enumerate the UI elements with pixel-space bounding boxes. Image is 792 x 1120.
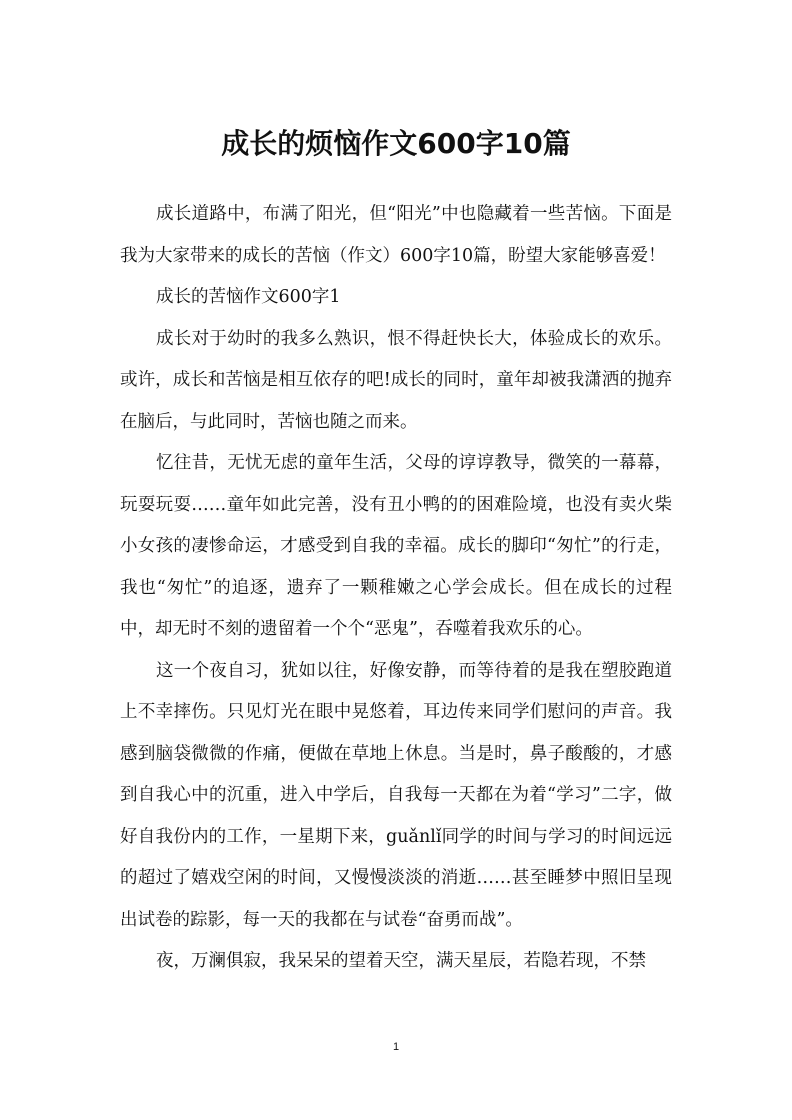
page-number: 1 (392, 1041, 400, 1053)
body-paragraph: 成长对于幼时的我多么熟识，恨不得赶快长大，体验成长的欢乐。或许，成长和苦恼是相互依存的吧!成长的同时，童年却被我潇洒的抛弃在脑后，与此同时，苦恼也随之而来。 (120, 328, 672, 432)
body-paragraph: 夜，万澜俱寂，我呆呆的望着天空，满天星辰，若隐若现，不禁 (156, 951, 646, 971)
essay-heading: 成长的苦恼作文600字1 (156, 287, 341, 307)
body-paragraph: 这一个夜自习，犹如以往，好像安静，而等待着的是我在塑胶跑道上不幸摔伤。只见灯光在眼中晃悠着，耳边传来同学们慰问的声音。我感到脑袋微微的作痛，便做在草地上休息。当是时，鼻子酸酸的，才感到自我心中的沉重，进入中学后，自我每一天都在为着“学习”二字，做好自我份内的工作，一星期下来，guǎnlǐ同学的时间与学习的时间远远的超过了嬉戏空闲的时间，又慢慢淡淡的消逝……甚至睡梦中照旧呈现出试卷的踪影，每一天的我都在与试卷“奋勇而战”。 (120, 660, 672, 930)
document-body (120, 194, 672, 983)
intro-paragraph: 成长道路中，布满了阳光，但“阳光”中也隐藏着一些苦恼。下面是我为大家带来的成长的苦恼（作文）600字10篇，盼望大家能够喜爱！ (120, 204, 672, 266)
document-title: 成长的烦恼作文600字10篇 (221, 127, 571, 160)
body-paragraph: 忆往昔，无忧无虑的童年生活，父母的谆谆教导，微笑的一幕幕，玩耍玩耍……童年如此完善，没有丑小鸭的的困难险境，也没有卖火柴小女孩的凄惨命运，才感受到自我的幸福。成长的脚印“匆忙”的行走，我也“匆忙”的追逐，遗弃了一颗稚嫩之心学会成长。但在成长的过程中，却无时不刻的遗留着一个个“恶鬼”，吞噬着我欢乐的心。 (120, 453, 672, 639)
